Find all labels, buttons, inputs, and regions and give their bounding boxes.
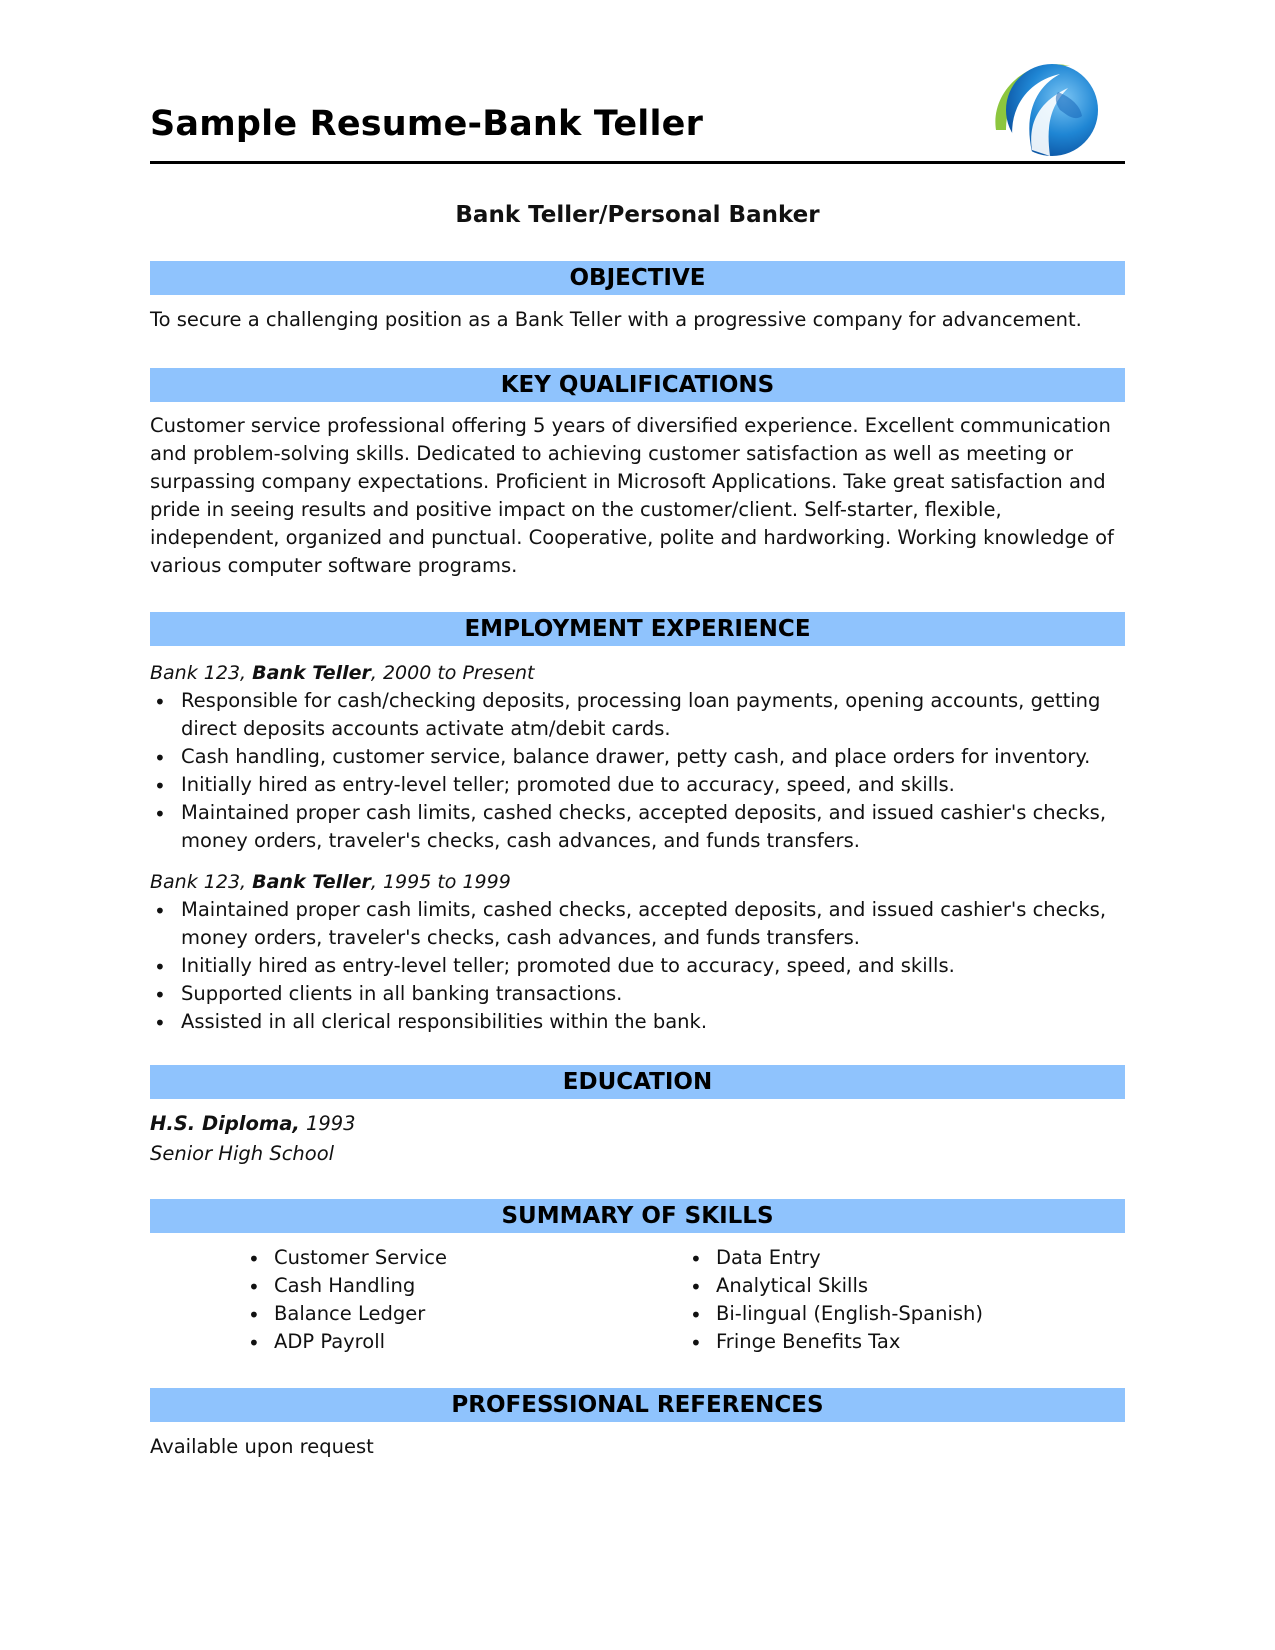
section-heading-skills: SUMMARY OF SKILLS [150, 1199, 1125, 1233]
list-item: • Data Entry [690, 1244, 983, 1272]
list-item: • Initially hired as entry-level teller; promoted due to accuracy, speed, and skills. [150, 771, 1125, 799]
globe-swoosh-logo-icon [988, 52, 1100, 164]
list-item: • Cash handling, customer service, balance drawer, petty cash, and place orders for inventory. [150, 743, 1125, 771]
education-year: 1993 [299, 1112, 356, 1135]
list-item: • Balance Ledger [248, 1300, 447, 1328]
list-item: • Supported clients in all banking transactions. [150, 980, 1125, 1008]
education-degree-line [150, 1109, 356, 1139]
list-item: • Customer Service [248, 1244, 447, 1272]
job-employer: Bank 123, [150, 662, 253, 684]
job-header [150, 659, 535, 687]
education-school: Senior High School [150, 1142, 335, 1165]
list-item: • Responsible for cash/checking deposits, processing loan payments, opening accounts, getting direct deposits accounts activate atm/debit cards. [150, 687, 1125, 743]
qualifications-text: Customer service professional offering 5 years of diversified experience. Excellent communication and problem-solving skills. Dedicated to achieving customer satisfaction as well as meeting or surpassing company expectations. Proficient in Microsoft Applications. Take great satisfaction and pride in seeing results and positive impact on the customer/client. Self-starter, flexible, independent, organized and punctual. Cooperative, polite and hardworking. Working knowledge of various computer software programs. [150, 414, 1114, 577]
skills-list-left [248, 1244, 447, 1356]
job-title: Bank Teller [252, 662, 371, 684]
list-item: • ADP Payroll [248, 1328, 447, 1356]
references-text: Available upon request [150, 1435, 374, 1458]
section-heading-objective: OBJECTIVE [150, 261, 1125, 295]
section-heading-references: PROFESSIONAL REFERENCES [150, 1388, 1125, 1422]
section-heading-qualifications: KEY QUALIFICATIONS [150, 368, 1125, 402]
section-heading-experience: EMPLOYMENT EXPERIENCE [150, 612, 1125, 646]
skills-list-right [690, 1244, 983, 1356]
list-item: • Analytical Skills [690, 1272, 983, 1300]
list-item: • Maintained proper cash limits, cashed checks, accepted deposits, and issued cashier's checks, money orders, traveler's checks, cash advances, and funds transfers. [150, 896, 1125, 952]
section-heading-education: EDUCATION [150, 1065, 1125, 1099]
job-duties-list [150, 896, 1125, 1036]
job-employer: Bank 123, [150, 871, 253, 893]
objective-text: To secure a challenging position as a Bank Teller with a progressive company for advancement. [150, 308, 1082, 331]
education-degree: H.S. Diploma, [150, 1112, 300, 1135]
list-item: • Fringe Benefits Tax [690, 1328, 983, 1356]
job-header [150, 868, 511, 896]
list-item: • Assisted in all clerical responsibilities within the bank. [150, 1008, 1125, 1036]
job-dates: , 1995 to 1999 [370, 871, 511, 893]
job-duties-list [150, 687, 1125, 855]
list-item: • Initially hired as entry-level teller; promoted due to accuracy, speed, and skills. [150, 952, 1125, 980]
title-divider [150, 161, 1125, 164]
job-title: Bank Teller [252, 871, 371, 893]
list-item: • Bi-lingual (English-Spanish) [690, 1300, 983, 1328]
list-item: • Cash Handling [248, 1272, 447, 1300]
document-title: Sample Resume-Bank Teller [150, 104, 704, 144]
position-subtitle: Bank Teller/Personal Banker [455, 202, 820, 228]
job-dates: , 2000 to Present [370, 662, 535, 684]
list-item: • Maintained proper cash limits, cashed checks, accepted deposits, and issued cashier's checks, money orders, traveler's checks, cash advances, and funds transfers. [150, 799, 1125, 855]
